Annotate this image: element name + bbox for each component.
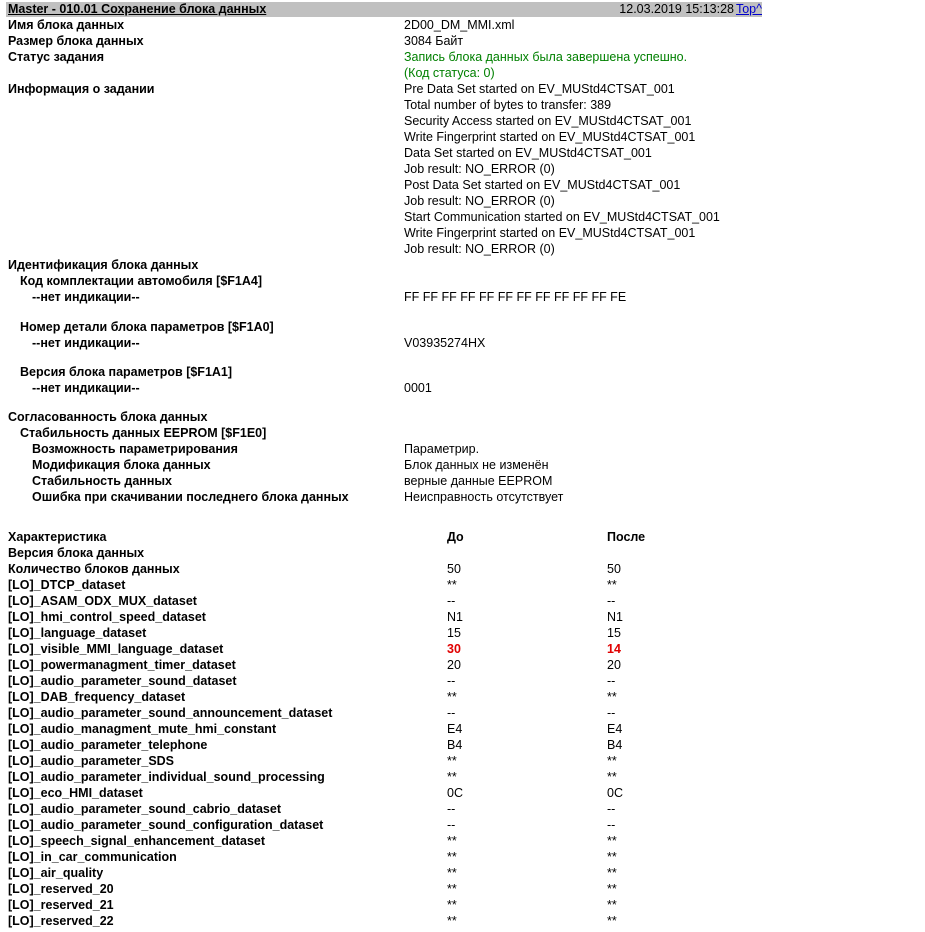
table-row-before: N1 bbox=[447, 610, 463, 624]
table-row-after: B4 bbox=[607, 738, 623, 752]
table-row-name: [LO]_audio_parameter_sound_configuration_dataset bbox=[8, 818, 324, 832]
table-row-before: ** bbox=[447, 578, 457, 592]
table-row-after: ** bbox=[607, 754, 617, 768]
table-row-name: [LO]_speech_signal_enhancement_dataset bbox=[8, 834, 266, 848]
consistency-sub-title: Стабильность данных EEPROM [$F1E0] bbox=[20, 426, 267, 440]
table-row-before: ** bbox=[447, 882, 457, 896]
table-row-after: -- bbox=[607, 594, 616, 608]
table-row-name: [LO]_audio_managment_mute_hmi_constant bbox=[8, 722, 277, 736]
table-row-name: [LO]_audio_parameter_telephone bbox=[8, 738, 208, 752]
consistency-title: Согласованность блока данных bbox=[8, 410, 208, 424]
table-row-before: 20 bbox=[447, 658, 461, 672]
job-line: Data Set started on EV_MUStd4CTSAT_001 bbox=[404, 146, 652, 160]
info-status-label: Статус задания bbox=[8, 50, 105, 64]
table-row-after: ** bbox=[607, 882, 617, 896]
table-row-before: -- bbox=[447, 802, 456, 816]
ident-item2-sub: --нет индикации-- bbox=[32, 336, 140, 350]
table-row-name: [LO]_language_dataset bbox=[8, 626, 147, 640]
table-row-name: [LO]_audio_parameter_SDS bbox=[8, 754, 175, 768]
ident-item2-value: V03935274HX bbox=[404, 336, 486, 350]
table-row-name: [LO]_reserved_20 bbox=[8, 882, 114, 896]
table-row-name: [LO]_eco_HMI_dataset bbox=[8, 786, 143, 800]
table-count-label: Количество блоков данных bbox=[8, 562, 180, 576]
ident-item1-value: FF FF FF FF FF FF FF FF FF FF FF FE bbox=[404, 290, 627, 304]
ident-title: Идентификация блока данных bbox=[8, 258, 199, 272]
table-row-name: [LO]_DTCP_dataset bbox=[8, 578, 126, 592]
table-row-after: 20 bbox=[607, 658, 621, 672]
table-row-after: 14 bbox=[607, 642, 621, 656]
table-row-before: 0C bbox=[447, 786, 463, 800]
table-row-name: [LO]_reserved_21 bbox=[8, 898, 114, 912]
table-row-after: 0C bbox=[607, 786, 623, 800]
consistency-row-label: Модификация блока данных bbox=[32, 458, 211, 472]
table-row-before: -- bbox=[447, 674, 456, 688]
job-line: Write Fingerprint started on EV_MUStd4CTSAT_001 bbox=[404, 226, 696, 240]
table-row-name: [LO]_audio_parameter_sound_dataset bbox=[8, 674, 237, 688]
ident-item3-value: 0001 bbox=[404, 381, 432, 395]
info-status-line2: (Код статуса: 0) bbox=[404, 66, 495, 80]
job-line: Write Fingerprint started on EV_MUStd4CTSAT_001 bbox=[404, 130, 696, 144]
table-row-before: ** bbox=[447, 834, 457, 848]
table-row-before: B4 bbox=[447, 738, 463, 752]
report-header bbox=[6, 2, 762, 17]
top-link[interactable]: Top^ bbox=[735, 2, 762, 16]
table-row-after: ** bbox=[607, 898, 617, 912]
ident-item2-label: Номер детали блока параметров [$F1A0] bbox=[20, 320, 274, 334]
table-row-before: ** bbox=[447, 866, 457, 880]
table-row-after: ** bbox=[607, 914, 617, 928]
consistency-row-value: верные данные EEPROM bbox=[404, 474, 553, 488]
table-row-before: ** bbox=[447, 770, 457, 784]
table-row-name: [LO]_audio_parameter_individual_sound_processing bbox=[8, 770, 325, 784]
consistency-row-label: Возможность параметрирования bbox=[32, 442, 238, 456]
info-job-label: Информация о задании bbox=[8, 82, 155, 96]
table-row-before: ** bbox=[447, 850, 457, 864]
ident-item1-label: Код комплектации автомобиля [$F1A4] bbox=[20, 274, 263, 288]
table-row-after: -- bbox=[607, 674, 616, 688]
job-line: Post Data Set started on EV_MUStd4CTSAT_001 bbox=[404, 178, 681, 192]
table-row-name: [LO]_visible_MMI_language_dataset bbox=[8, 642, 224, 656]
table-row-before: ** bbox=[447, 914, 457, 928]
table-row-before: -- bbox=[447, 818, 456, 832]
info-size-label: Размер блока данных bbox=[8, 34, 144, 48]
consistency-row-value: Параметрир. bbox=[404, 442, 480, 456]
table-row-after: ** bbox=[607, 578, 617, 592]
info-name-value: 2D00_DM_MMI.xml bbox=[404, 18, 515, 32]
table-row-after: -- bbox=[607, 802, 616, 816]
table-row-name: [LO]_DAB_frequency_dataset bbox=[8, 690, 186, 704]
table-count-after: 50 bbox=[607, 562, 621, 576]
table-row-after: 15 bbox=[607, 626, 621, 640]
consistency-row-label: Стабильность данных bbox=[32, 474, 172, 488]
table-row-after: -- bbox=[607, 818, 616, 832]
table-row-before: -- bbox=[447, 706, 456, 720]
table-row-name: [LO]_audio_parameter_sound_cabrio_dataset bbox=[8, 802, 281, 816]
job-line: Job result: NO_ERROR (0) bbox=[404, 194, 555, 208]
table-row-before: 15 bbox=[447, 626, 461, 640]
table-row-name: [LO]_in_car_communication bbox=[8, 850, 177, 864]
table-row-name: [LO]_air_quality bbox=[8, 866, 104, 880]
table-row-after: -- bbox=[607, 706, 616, 720]
table-row-after: ** bbox=[607, 866, 617, 880]
ident-item1-sub: --нет индикации-- bbox=[32, 290, 140, 304]
table-row-after: ** bbox=[607, 850, 617, 864]
info-status-line1: Запись блока данных была завершена успешно. bbox=[404, 50, 688, 64]
job-line: Start Communication started on EV_MUStd4CTSAT_001 bbox=[404, 210, 720, 224]
info-size-value: 3084 Байт bbox=[404, 34, 464, 48]
report-datetime: 12.03.2019 15:13:28 bbox=[619, 2, 734, 16]
table-row-name: [LO]_powermanagment_timer_dataset bbox=[8, 658, 236, 672]
table-row-before: ** bbox=[447, 898, 457, 912]
table-header-before: До bbox=[447, 530, 464, 544]
table-row-after: E4 bbox=[607, 722, 623, 736]
table-row-name: [LO]_hmi_control_speed_dataset bbox=[8, 610, 206, 624]
table-row-name: [LO]_ASAM_ODX_MUX_dataset bbox=[8, 594, 197, 608]
job-line: Total number of bytes to transfer: 389 bbox=[404, 98, 612, 112]
table-row-before: 30 bbox=[447, 642, 461, 656]
table-count-before: 50 bbox=[447, 562, 461, 576]
ident-item3-label: Версия блока параметров [$F1A1] bbox=[20, 365, 233, 379]
table-row-before: -- bbox=[447, 594, 456, 608]
table-version-label: Версия блока данных bbox=[8, 546, 145, 560]
table-row-after: ** bbox=[607, 770, 617, 784]
job-line: Security Access started on EV_MUStd4CTSAT_001 bbox=[404, 114, 692, 128]
consistency-row-label: Ошибка при скачивании последнего блока данных bbox=[32, 490, 349, 504]
table-header-char: Характеристика bbox=[8, 530, 107, 544]
job-line: Job result: NO_ERROR (0) bbox=[404, 242, 555, 256]
table-row-before: ** bbox=[447, 754, 457, 768]
consistency-row-value: Блок данных не изменён bbox=[404, 458, 549, 472]
table-row-before: ** bbox=[447, 690, 457, 704]
report-title: Master - 010.01 Сохранение блока данных bbox=[8, 2, 267, 16]
table-row-after: ** bbox=[607, 834, 617, 848]
table-row-after: N1 bbox=[607, 610, 623, 624]
info-name-label: Имя блока данных bbox=[8, 18, 125, 32]
consistency-row-value: Неисправность отсутствует bbox=[404, 490, 564, 504]
table-row-before: E4 bbox=[447, 722, 463, 736]
table-row-after: ** bbox=[607, 690, 617, 704]
job-line: Pre Data Set started on EV_MUStd4CTSAT_001 bbox=[404, 82, 675, 96]
table-header-after: После bbox=[607, 530, 646, 544]
job-line: Job result: NO_ERROR (0) bbox=[404, 162, 555, 176]
table-row-name: [LO]_reserved_22 bbox=[8, 914, 114, 928]
table-row-name: [LO]_audio_parameter_sound_announcement_dataset bbox=[8, 706, 333, 720]
ident-item3-sub: --нет индикации-- bbox=[32, 381, 140, 395]
